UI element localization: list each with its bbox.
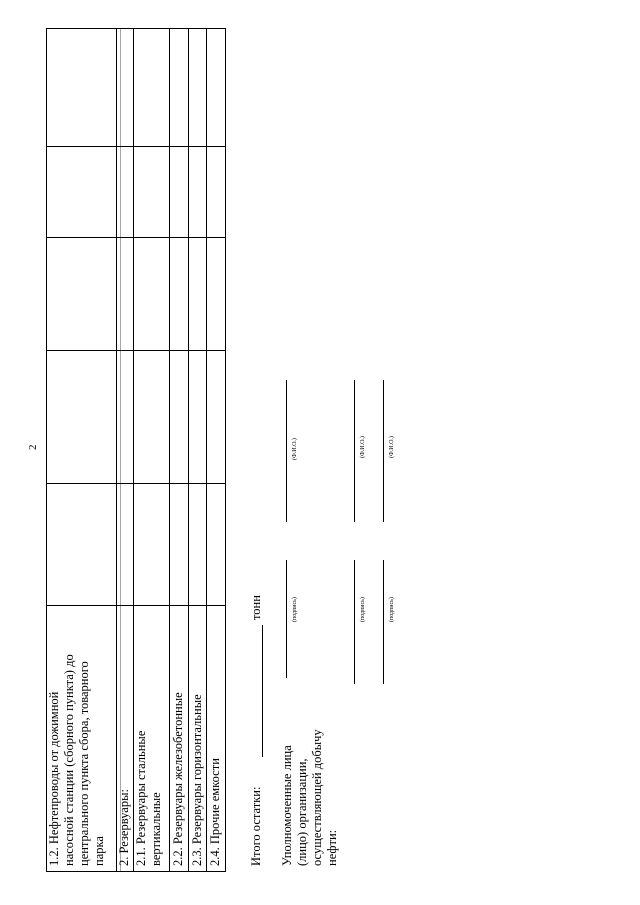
signature-caption-1: (подпись) bbox=[292, 597, 298, 622]
name-caption-2: (Ф.И.О.) bbox=[360, 436, 366, 458]
signature-caption-3: (подпись) bbox=[389, 597, 395, 622]
table-border-bottom bbox=[46, 871, 226, 872]
totals-fill-line bbox=[262, 625, 263, 757]
row-divider bbox=[116, 28, 117, 872]
row-divider bbox=[169, 28, 170, 872]
table-row-2-3: 2.3. Резервуары горизонтальные bbox=[190, 694, 204, 866]
name-line-3 bbox=[383, 380, 384, 522]
table-border-right bbox=[225, 28, 226, 872]
signature-line-3 bbox=[383, 560, 384, 684]
signatory-intro: Уполномоченные лица (лицо) организации, осуществляющей добычу нефти: bbox=[280, 729, 339, 866]
totals-label: Итого остатки: bbox=[249, 786, 263, 866]
column-divider bbox=[46, 146, 226, 147]
row-divider bbox=[206, 28, 207, 872]
name-line-2 bbox=[354, 380, 355, 522]
table-row-2-4: 2.4. Прочие емкости bbox=[208, 758, 222, 866]
table-row-2-1: 2.1. Резервуары стальные вертикальные bbox=[134, 730, 163, 866]
totals-unit: тонн bbox=[249, 595, 263, 620]
signature-caption-2: (подпись) bbox=[360, 597, 366, 622]
name-caption-1: (Ф.И.О.) bbox=[292, 438, 298, 460]
table-row-2: 2. Резервуары: bbox=[117, 789, 131, 866]
signature-line-2 bbox=[354, 560, 355, 684]
column-divider bbox=[46, 605, 226, 606]
name-line-1 bbox=[286, 380, 287, 522]
name-caption-3: (Ф.И.О.) bbox=[389, 436, 395, 458]
table-border-top bbox=[46, 28, 226, 29]
signature-line-1 bbox=[286, 560, 287, 678]
column-divider bbox=[46, 350, 226, 351]
page-number: 2 bbox=[27, 444, 39, 450]
row-divider bbox=[188, 28, 189, 872]
column-divider bbox=[46, 237, 226, 238]
table-row-2-2: 2.2. Резервуары железобетонные bbox=[171, 692, 185, 866]
row-divider-faint bbox=[120, 28, 121, 872]
column-divider bbox=[46, 483, 226, 484]
table-row-1-2: 1.2. Нефтепроводы от дожимной насосной станции (сборного пункта) до центрального пункта сбора, товарного парка bbox=[47, 654, 106, 866]
